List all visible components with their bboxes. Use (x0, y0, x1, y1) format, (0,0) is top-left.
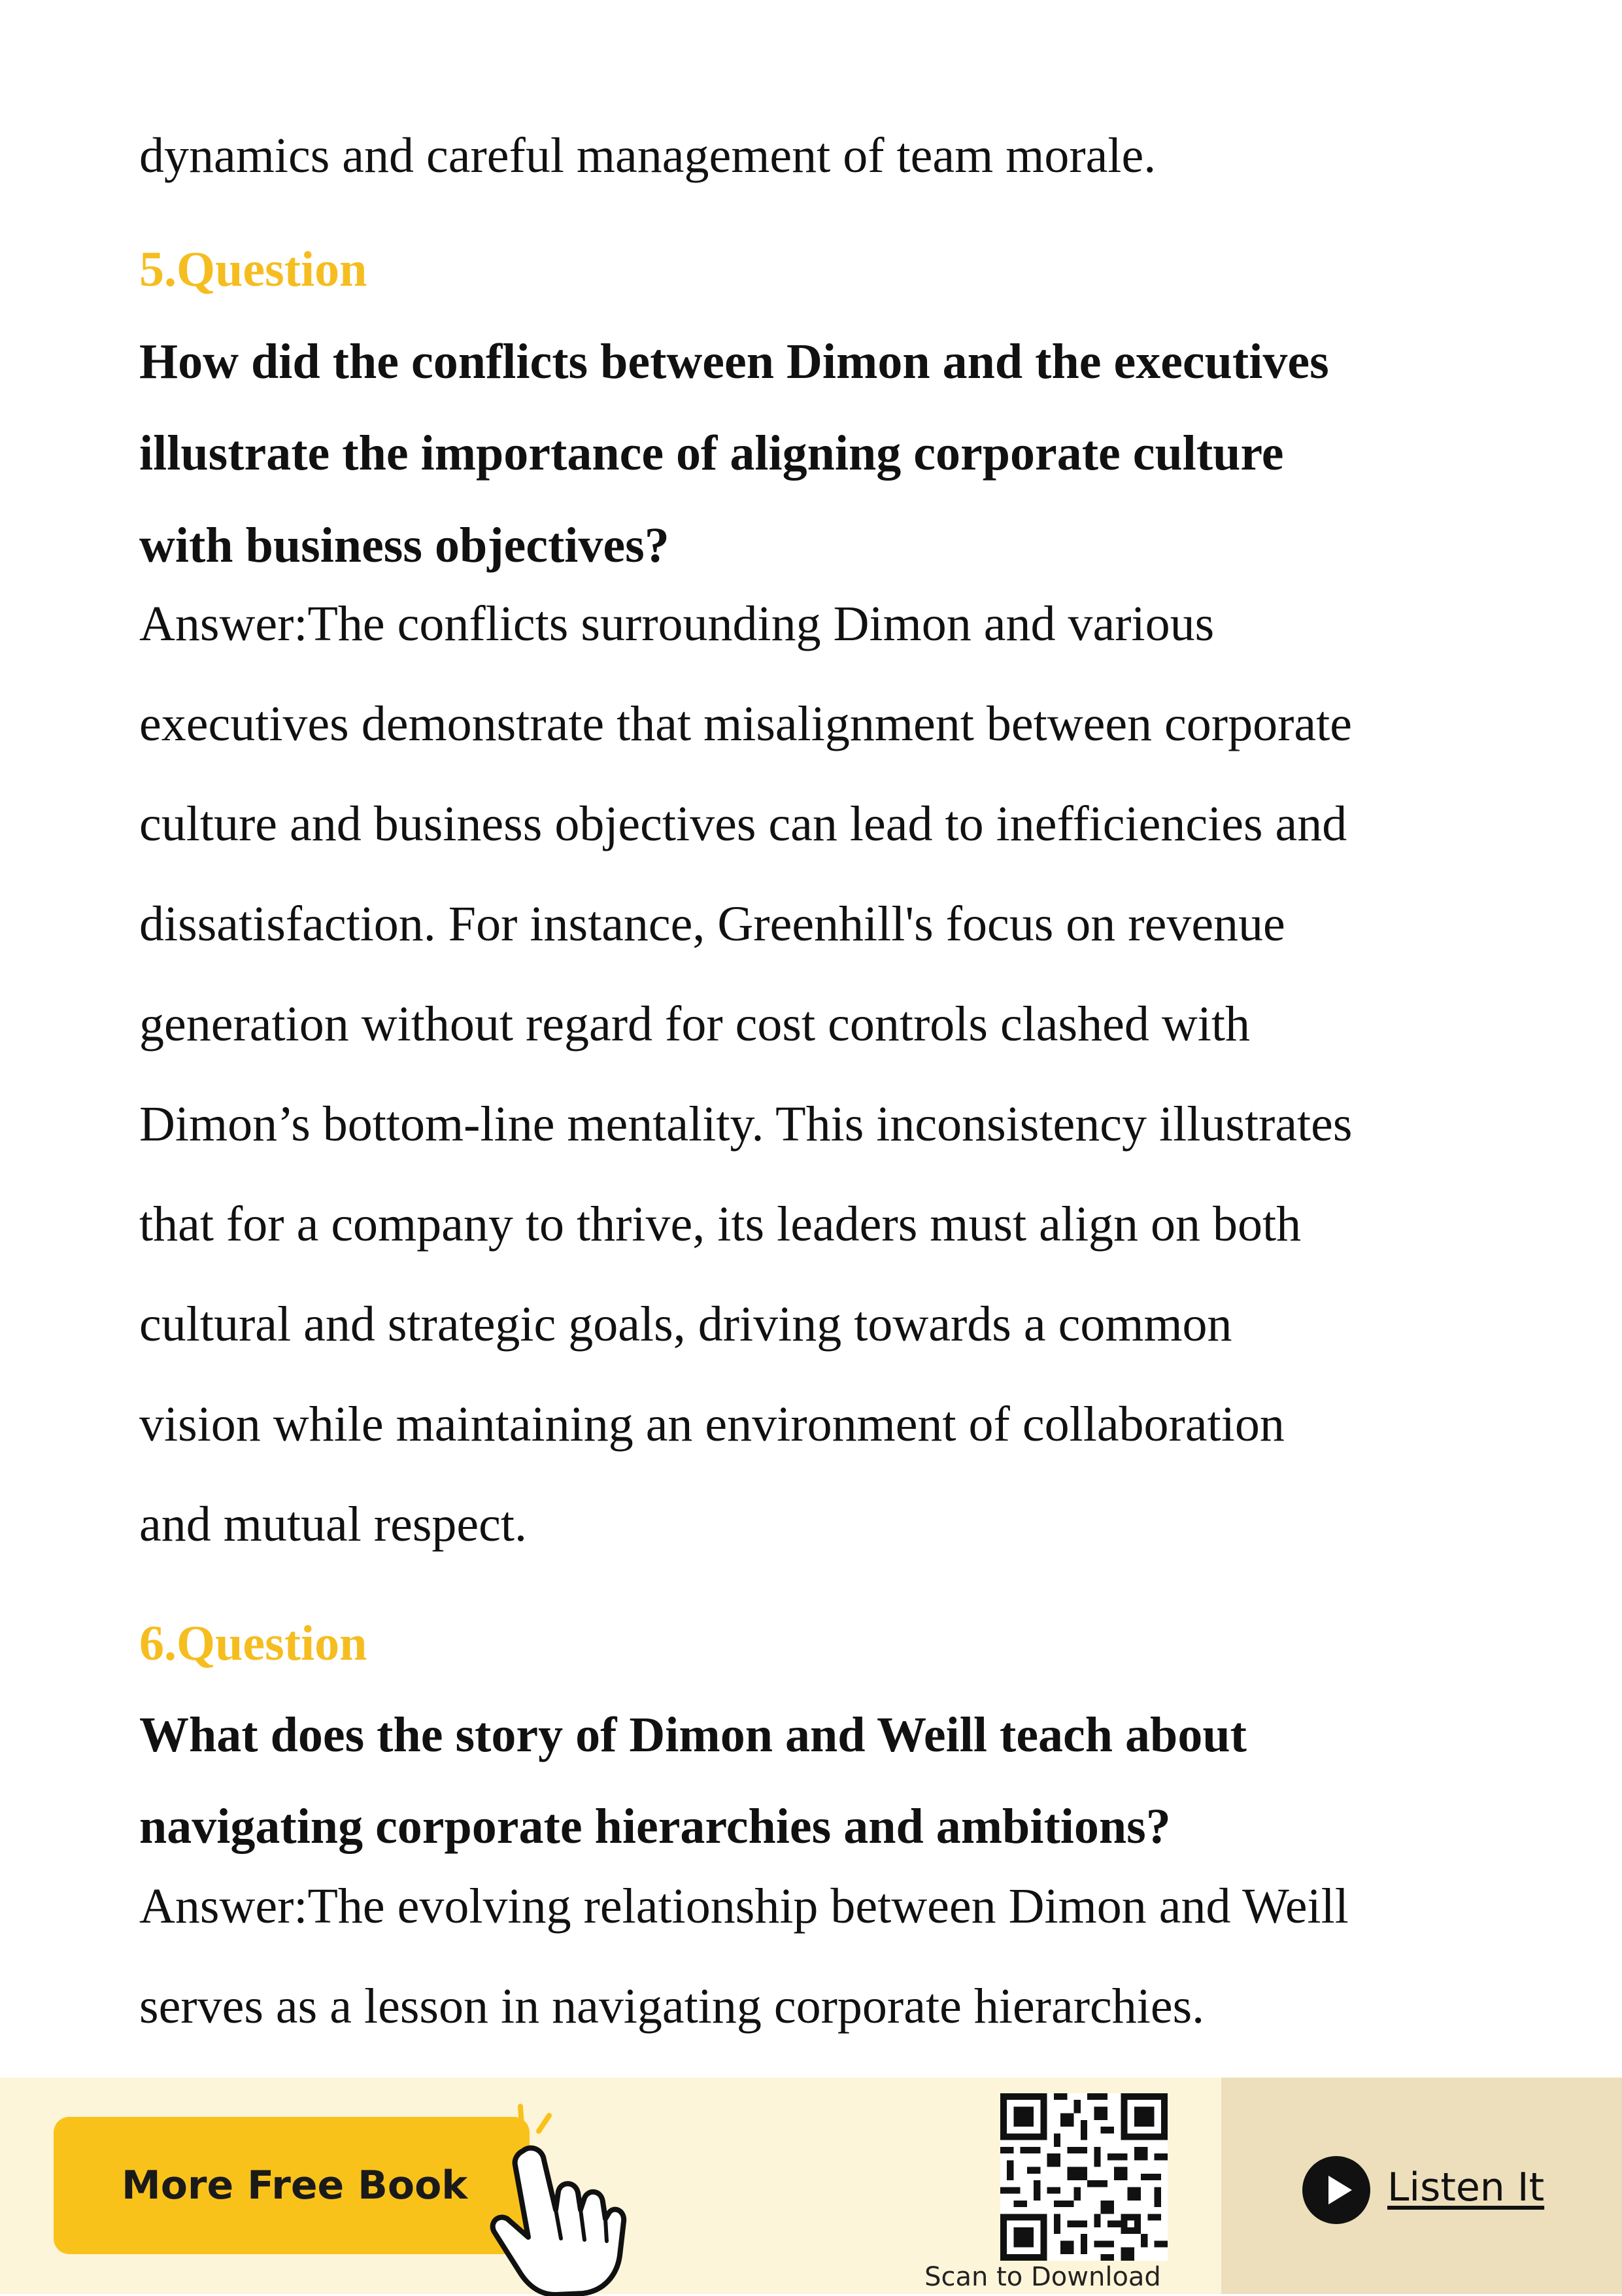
pointing-hand-icon (458, 2100, 628, 2296)
answer-6-line-1: Answer:The evolving relationship between Dimon and Weill (139, 1879, 1349, 1934)
question-6-label: 6.Question (139, 1616, 367, 1671)
listen-it-link[interactable]: Listen It (1387, 2165, 1545, 2210)
answer-5-line-2: executives demonstrate that misalignment between corporate (139, 696, 1352, 751)
play-icon[interactable] (1301, 2155, 1372, 2225)
answer-5-line-6: Dimon’s bottom-line mentality. This inconsistency illustrates (139, 1097, 1353, 1152)
intro-line: dynamics and careful management of team morale. (139, 128, 1157, 183)
answer-5-line-3: culture and business objectives can lead to inefficiencies and (139, 797, 1347, 851)
question-5-line-1: How did the conflicts between Dimon and the executives (139, 334, 1329, 389)
answer-5-line-9: vision while maintaining an environment of collaboration (139, 1397, 1285, 1452)
question-5-line-2: illustrate the importance of aligning corporate culture (139, 426, 1284, 481)
answer-5-line-8: cultural and strategic goals, driving towards a common (139, 1297, 1232, 1352)
answer-5-line-4: dissatisfaction. For instance, Greenhill's focus on revenue (139, 897, 1285, 951)
question-6-line-2: navigating corporate hierarchies and ambitions? (139, 1799, 1171, 1854)
answer-5-line-1: Answer:The conflicts surrounding Dimon and various (139, 596, 1215, 651)
question-6-line-1: What does the story of Dimon and Weill teach about (139, 1707, 1247, 1762)
question-5-line-3: with business objectives? (139, 518, 669, 573)
scan-to-download-label: Scan to Download (924, 2262, 1161, 2292)
answer-5-line-7: that for a company to thrive, its leaders must align on both (139, 1197, 1302, 1252)
answer-5-line-5: generation without regard for cost controls clashed with (139, 997, 1250, 1052)
footer-bar (0, 2078, 1622, 2294)
qr-code-icon (1000, 2093, 1168, 2261)
question-5-label: 5.Question (139, 242, 367, 297)
answer-6-line-2: serves as a lesson in navigating corporate hierarchies. (139, 1979, 1205, 2034)
answer-5-line-10: and mutual respect. (139, 1497, 528, 1552)
more-free-book-button[interactable]: More Free Book (54, 2117, 530, 2254)
